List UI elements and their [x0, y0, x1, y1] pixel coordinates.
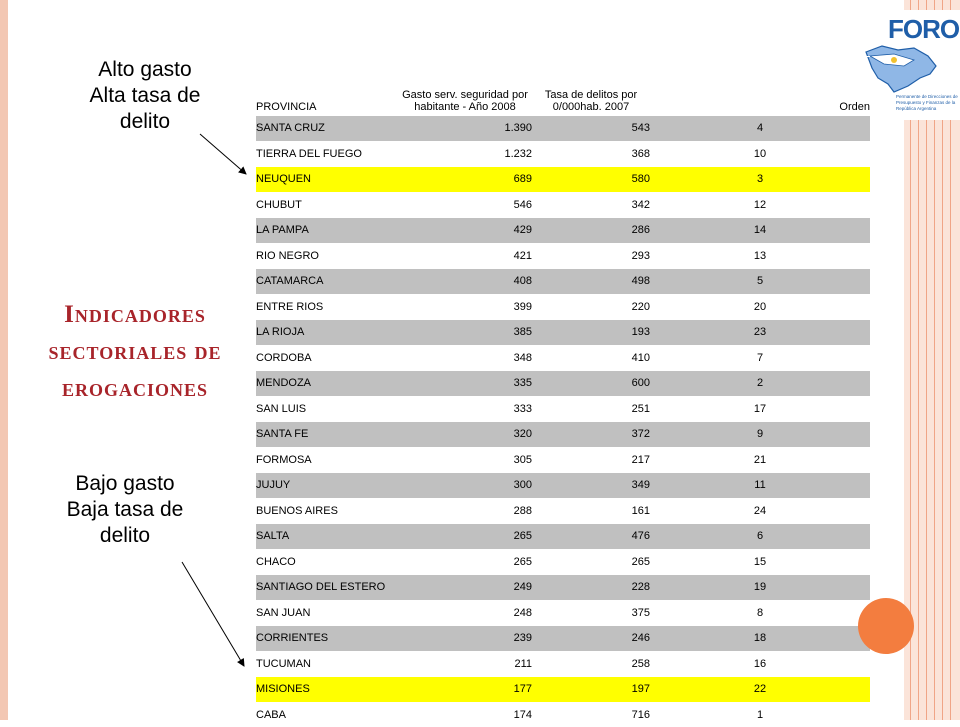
table-row — [256, 396, 870, 422]
cell-gasto: 177 — [398, 677, 532, 703]
cell-gasto: 385 — [398, 320, 532, 346]
cell-provincia: BUENOS AIRES — [256, 498, 398, 524]
cell-tasa: 220 — [532, 294, 650, 320]
cell-tasa: 161 — [532, 498, 650, 524]
table-row — [256, 549, 870, 575]
annotation-line: Baja tasa de — [66, 498, 184, 521]
cell-orden: 11 — [650, 473, 870, 499]
cell-gasto: 408 — [398, 269, 532, 295]
table-row — [256, 626, 870, 652]
table-row — [256, 345, 870, 371]
table-row — [256, 651, 870, 677]
table-header-row — [256, 57, 870, 116]
cell-tasa: 375 — [532, 600, 650, 626]
logo-name: FORO — [888, 14, 960, 44]
cell-orden: 12 — [650, 192, 870, 218]
header-tasa: Tasa de delitos por 0/000hab. 2007 — [532, 57, 650, 116]
cell-tasa: 368 — [532, 141, 650, 167]
cell-provincia: SANTIAGO DEL ESTERO — [256, 575, 398, 601]
cell-provincia: SANTA FE — [256, 422, 398, 448]
table-row — [256, 702, 870, 727]
table-row — [256, 269, 870, 295]
header-provincia: PROVINCIA — [256, 57, 398, 116]
cell-orden: 2 — [650, 371, 870, 397]
cell-gasto: 348 — [398, 345, 532, 371]
cell-provincia: LA RIOJA — [256, 320, 398, 346]
cell-gasto: 305 — [398, 447, 532, 473]
cell-gasto: 429 — [398, 218, 532, 244]
cell-gasto: 265 — [398, 549, 532, 575]
cell-orden: 13 — [650, 243, 870, 269]
cell-gasto: 399 — [398, 294, 532, 320]
cell-gasto: 300 — [398, 473, 532, 499]
cell-provincia: MENDOZA — [256, 371, 398, 397]
cell-provincia: FORMOSA — [256, 447, 398, 473]
table-row — [256, 524, 870, 550]
table-row — [256, 192, 870, 218]
table-row — [256, 243, 870, 269]
table-row — [256, 473, 870, 499]
cell-tasa: 342 — [532, 192, 650, 218]
cell-gasto: 689 — [398, 167, 532, 193]
cell-tasa: 600 — [532, 371, 650, 397]
cell-orden: 4 — [650, 116, 870, 142]
cell-tasa: 580 — [532, 167, 650, 193]
cell-orden: 14 — [650, 218, 870, 244]
cell-orden: 23 — [650, 320, 870, 346]
cell-orden: 19 — [650, 575, 870, 601]
table-row — [256, 294, 870, 320]
cell-gasto: 249 — [398, 575, 532, 601]
table-row — [256, 498, 870, 524]
table-row — [256, 218, 870, 244]
cell-provincia: TIERRA DEL FUEGO — [256, 141, 398, 167]
cell-orden: 15 — [650, 549, 870, 575]
cell-gasto: 248 — [398, 600, 532, 626]
cell-orden: 22 — [650, 677, 870, 703]
cell-provincia: NEUQUEN — [256, 167, 398, 193]
cell-gasto: 333 — [398, 396, 532, 422]
cell-tasa: 410 — [532, 345, 650, 371]
cell-provincia: CATAMARCA — [256, 269, 398, 295]
cell-provincia: TUCUMAN — [256, 651, 398, 677]
cell-gasto: 1.390 — [398, 116, 532, 142]
cell-tasa: 193 — [532, 320, 650, 346]
cell-tasa: 293 — [532, 243, 650, 269]
cell-provincia: JUJUY — [256, 473, 398, 499]
table-row — [256, 600, 870, 626]
provinces-table — [256, 56, 870, 727]
cell-provincia: SANTA CRUZ — [256, 116, 398, 142]
table-row — [256, 371, 870, 397]
decorative-orange-circle — [858, 598, 914, 654]
table-row — [256, 677, 870, 703]
slide-title: Indicadores sectoriales de erogaciones — [48, 301, 222, 402]
cell-provincia: MISIONES — [256, 677, 398, 703]
cell-provincia: CHUBUT — [256, 192, 398, 218]
table-row — [256, 422, 870, 448]
cell-orden: 17 — [650, 396, 870, 422]
cell-gasto: 320 — [398, 422, 532, 448]
cell-gasto: 421 — [398, 243, 532, 269]
cell-orden: 20 — [650, 294, 870, 320]
header-gasto: Gasto serv. seguridad por habitante - Año 2008 — [398, 57, 532, 116]
cell-orden: 9 — [650, 422, 870, 448]
cell-gasto: 288 — [398, 498, 532, 524]
annotation-line: Bajo gasto — [75, 472, 175, 495]
cell-provincia: SALTA — [256, 524, 398, 550]
cell-gasto: 546 — [398, 192, 532, 218]
cell-orden: 16 — [650, 651, 870, 677]
logo-subtitle: Permanente de Direcciones de Presupuesto y Finanzas de la República Argentina — [896, 94, 958, 111]
cell-provincia: RIO NEGRO — [256, 243, 398, 269]
cell-tasa: 251 — [532, 396, 650, 422]
cell-tasa: 197 — [532, 677, 650, 703]
cell-provincia: SAN JUAN — [256, 600, 398, 626]
cell-orden: 18 — [650, 626, 870, 652]
cell-gasto: 239 — [398, 626, 532, 652]
cell-orden: 24 — [650, 498, 870, 524]
table-row — [256, 141, 870, 167]
cell-tasa: 217 — [532, 447, 650, 473]
cell-orden: 5 — [650, 269, 870, 295]
arrow-to-neuquen — [200, 134, 246, 174]
cell-provincia: CHACO — [256, 549, 398, 575]
cell-provincia: CORDOBA — [256, 345, 398, 371]
cell-provincia: LA PAMPA — [256, 218, 398, 244]
table-row — [256, 167, 870, 193]
cell-tasa: 258 — [532, 651, 650, 677]
annotation-line: Alto gasto — [98, 58, 192, 81]
cell-orden: 7 — [650, 345, 870, 371]
cell-orden: 21 — [650, 447, 870, 473]
annotation-line: delito — [119, 110, 171, 133]
annotation-line: delito — [99, 524, 151, 547]
cell-provincia: CABA — [256, 702, 398, 727]
cell-orden: 3 — [650, 167, 870, 193]
cell-gasto: 174 — [398, 702, 532, 727]
cell-provincia: ENTRE RIOS — [256, 294, 398, 320]
header-orden: Orden — [650, 57, 870, 116]
cell-tasa: 265 — [532, 549, 650, 575]
cell-tasa: 716 — [532, 702, 650, 727]
cell-gasto: 1.232 — [398, 141, 532, 167]
cell-orden: 8 — [650, 600, 870, 626]
cell-orden: 1 — [650, 702, 870, 727]
table-row — [256, 575, 870, 601]
table-row — [256, 320, 870, 346]
cell-tasa: 372 — [532, 422, 650, 448]
cell-provincia: CORRIENTES — [256, 626, 398, 652]
cell-gasto: 211 — [398, 651, 532, 677]
table-row — [256, 447, 870, 473]
cell-tasa: 286 — [532, 218, 650, 244]
cell-gasto: 265 — [398, 524, 532, 550]
cell-tasa: 476 — [532, 524, 650, 550]
annotation-line: Alta tasa de — [89, 84, 201, 107]
cell-orden: 10 — [650, 141, 870, 167]
cell-tasa: 543 — [532, 116, 650, 142]
cell-gasto: 335 — [398, 371, 532, 397]
table-row — [256, 116, 870, 142]
cell-provincia: SAN LUIS — [256, 396, 398, 422]
cell-tasa: 498 — [532, 269, 650, 295]
cell-orden: 6 — [650, 524, 870, 550]
cell-tasa: 246 — [532, 626, 650, 652]
cell-tasa: 228 — [532, 575, 650, 601]
arrow-to-misiones — [182, 562, 244, 666]
cell-tasa: 349 — [532, 473, 650, 499]
